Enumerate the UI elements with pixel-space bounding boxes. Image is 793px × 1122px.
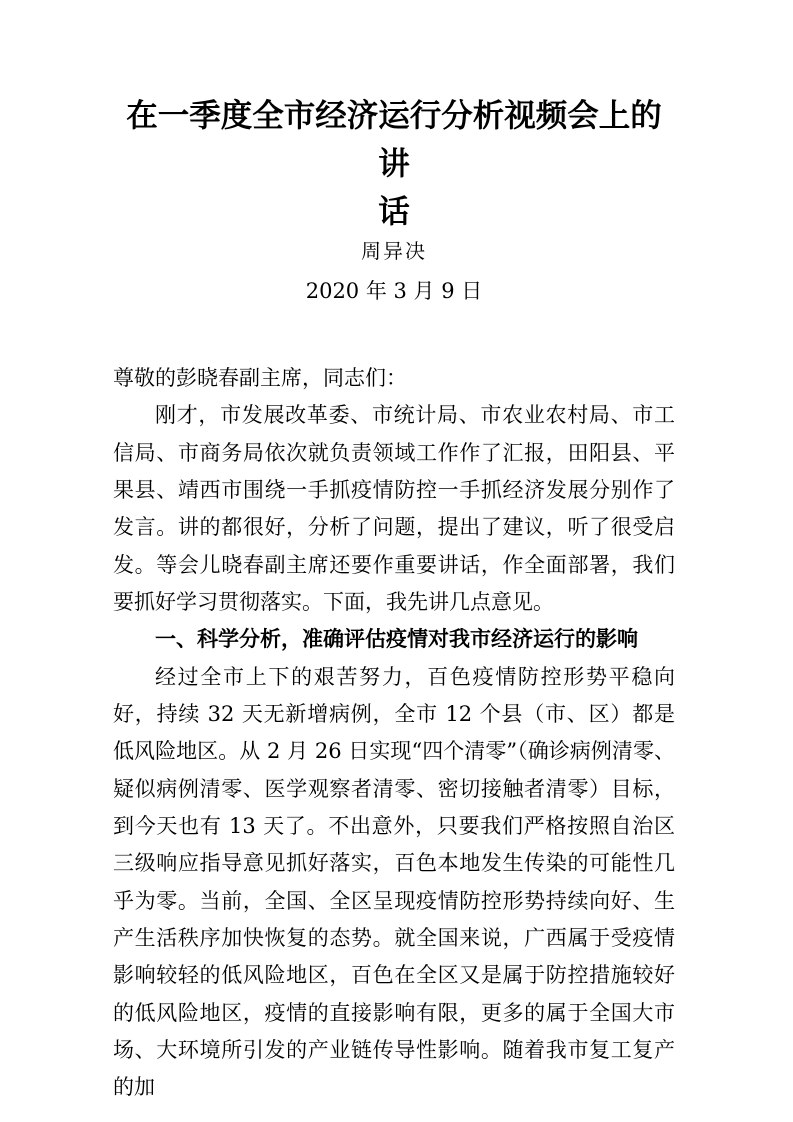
document-title xyxy=(113,92,675,236)
paragraph-opening: 刚才，市发展改革委、市统计局、市农业农村局、市工信局、市商务局依次就负责领域工作作了汇报，田阳县、平果县、靖西市围绕一手抓疫情防控一手抓经济发展分别作了发言。讲的都很好，分析了问题，提出了建议，听了很受启发。等会儿晓春副主席还要作重要讲话，作全面部署，我们要抓好学习贯彻落实。下面，我先讲几点意见。 xyxy=(113,403,675,614)
document-title-line1: 在一季度全市经济运行分析视频会上的讲 xyxy=(126,97,662,182)
section-heading-1: 一、科学分析，准确评估疫情对我市经济运行的影响 xyxy=(155,627,638,652)
document-title-line2: 话 xyxy=(378,193,410,230)
document-author: 周异决 xyxy=(361,239,427,263)
document-date: 2020 年 3 月 9 日 xyxy=(305,279,483,303)
document-body xyxy=(113,360,675,1107)
paragraph-section-1-body: 经过全市上下的艰苦努力，百色疫情防控形势平稳向好，持续 32 天无新增病例，全市 12 个县（市、区）都是低风险地区。从 2 月 26 日实现“四个清零”（确诊病例清零、疑似病例清零、医学观察者清零、密切接触者清零）目标，到今天也有 13 天了。不出意外，只要我们严格按照自治区三级响应指导意见抓好落实，百色本地发生传染的可能性几乎为零。当前，全国、全区呈现疫情防控形势持续向好、生产生活秩序加快恢复的态势。就全国来说，广西属于受疫情影响较轻的低风险地区，百色在全区又是属于防控措施较好的低风险地区，疫情的直接影响有限，更多的属于全国大市场、大环境所引发的产业链传导性影响。随着我市复工复产的加 xyxy=(113,664,675,1100)
paragraph-greeting: 尊敬的彭晓春副主席，同志们： xyxy=(113,366,407,390)
